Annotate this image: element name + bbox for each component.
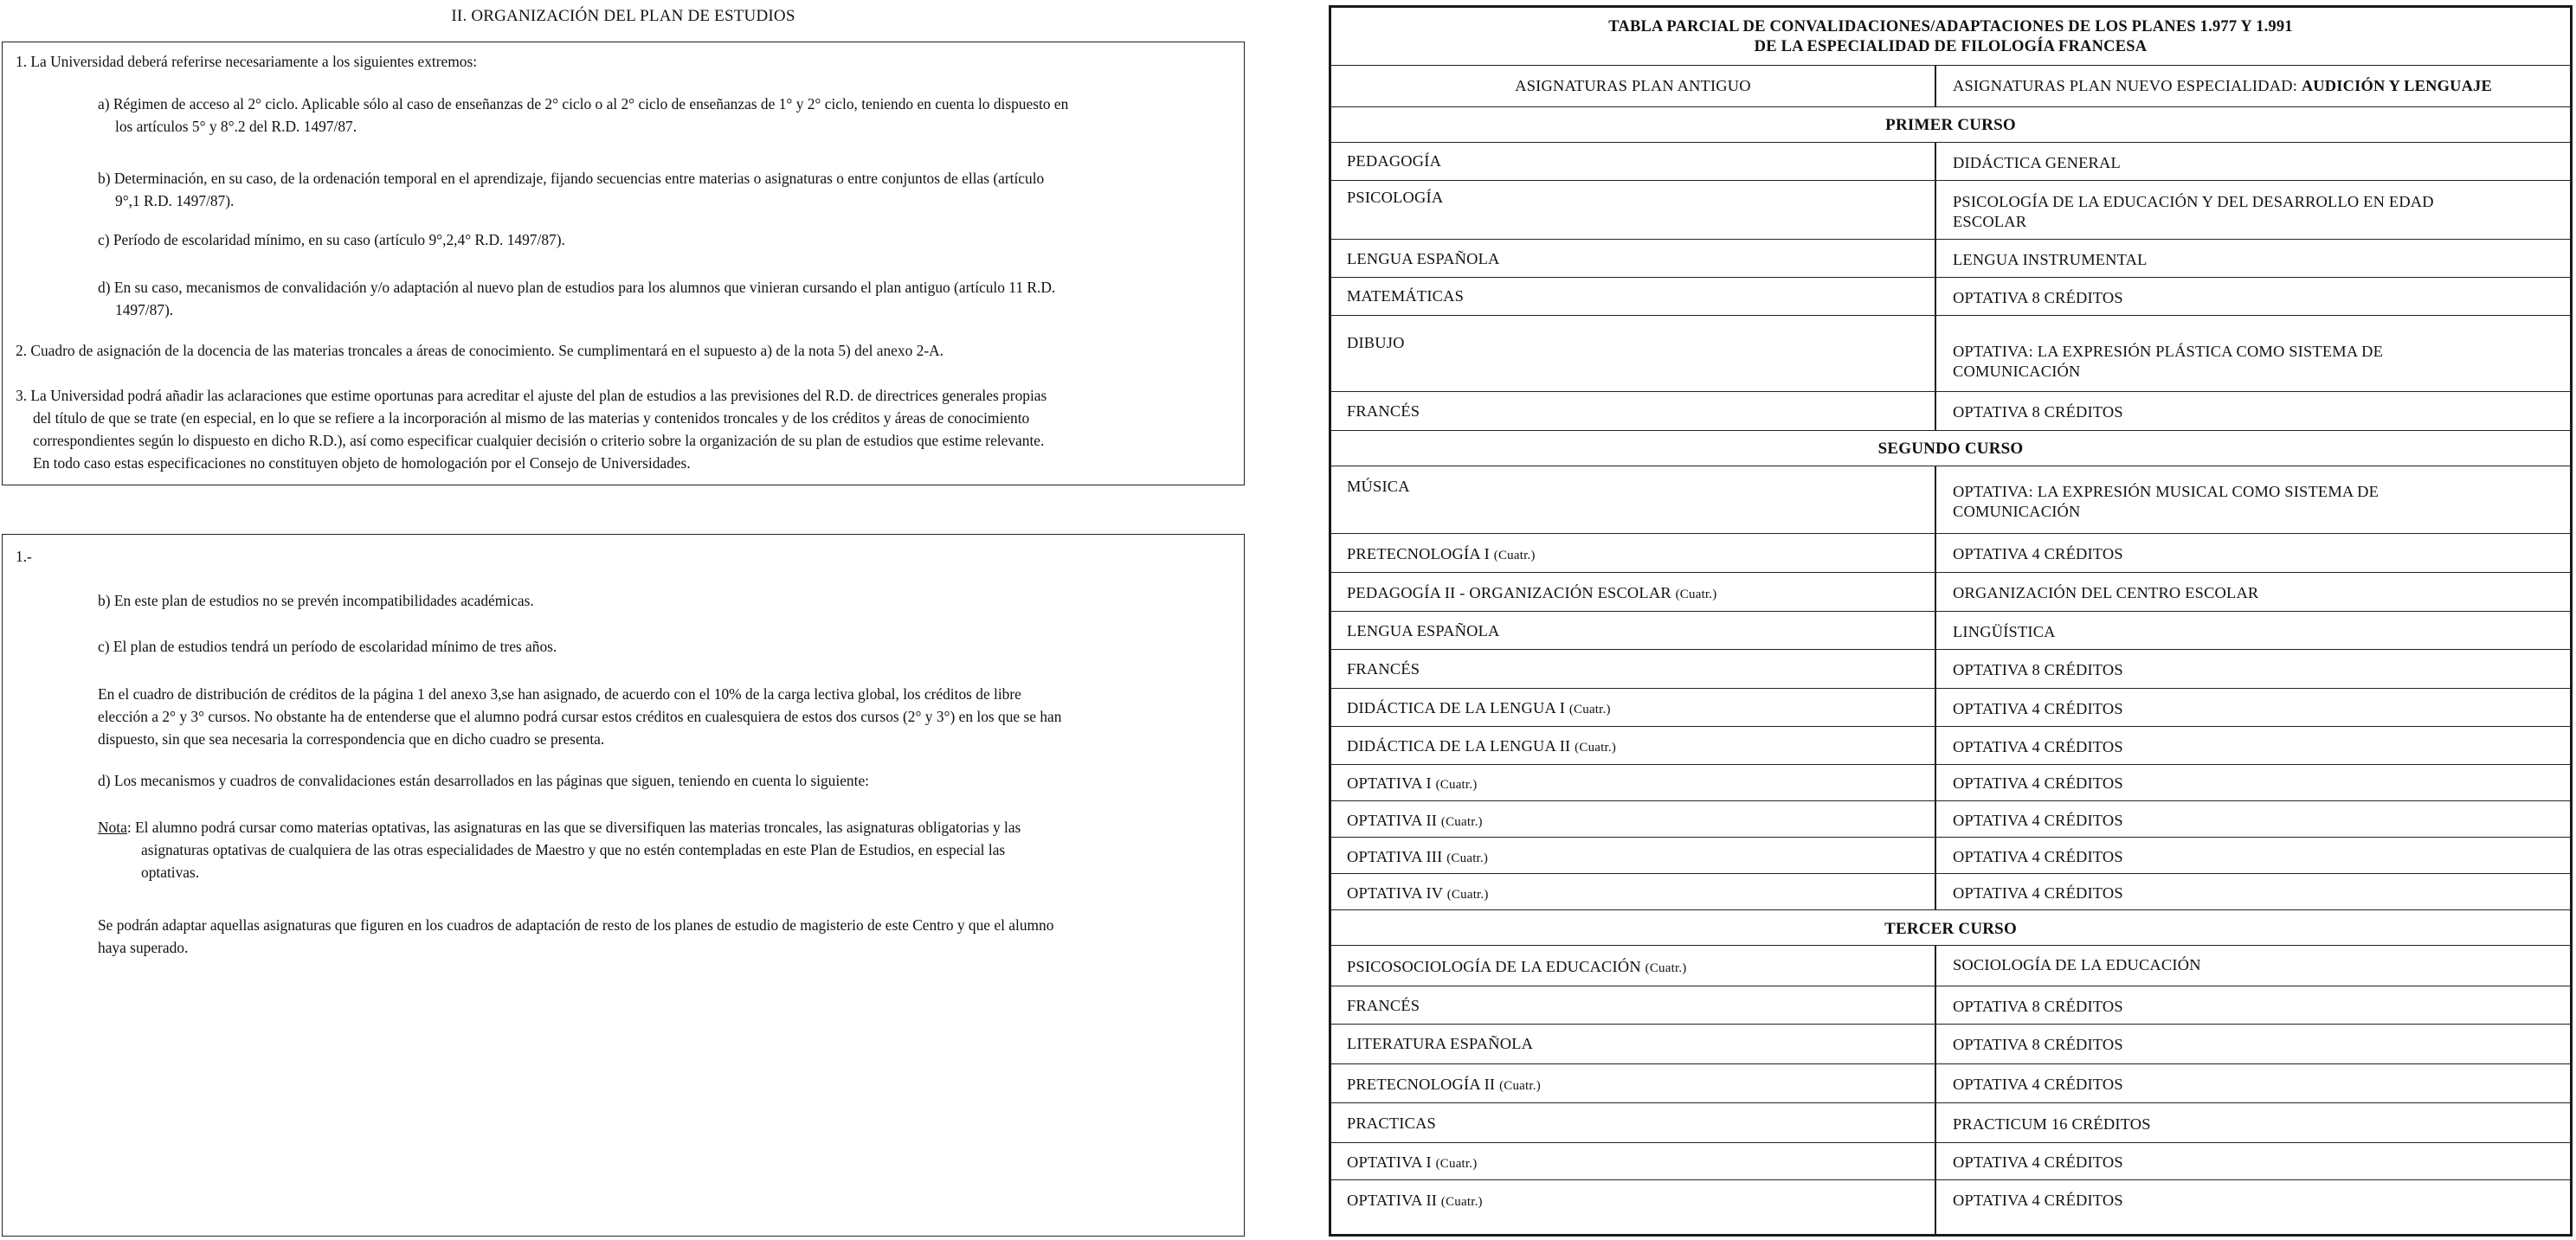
table-row: OPTATIVA I (Cuatr.) OPTATIVA 4 CRÉDITOS <box>1331 1143 2570 1180</box>
table-row: OPTATIVA II (Cuatr.) OPTATIVA 4 CRÉDITOS <box>1331 801 2570 838</box>
notes-box <box>2 534 1245 1237</box>
item-1: 1. La Universidad deberá referirse necesariamente a los siguientes extremos: <box>16 53 478 70</box>
table-row: PEDAGOGÍA DIDÁCTICA GENERAL <box>1331 143 2570 181</box>
table-row: PRETECNOLOGÍA I (Cuatr.) OPTATIVA 4 CRÉDITOS <box>1331 534 2570 573</box>
col-header-old: ASIGNATURAS PLAN ANTIGUO <box>1515 77 1751 94</box>
item-b: b) Determinación, en su caso, de la ordenación temporal en el aprendizaje, fijando secuencias entre materias o asignaturas o entre conjuntos de ellas (artículo 9°,1 R.D. 1497/87). <box>98 170 1045 209</box>
table-row: OPTATIVA IV (Cuatr.) OPTATIVA 4 CRÉDITOS <box>1331 874 2570 910</box>
table-row: DIBUJO OPTATIVA: LA EXPRESIÓN PLÁSTICA COMO SISTEMA DE COMUNICACIÓN <box>1331 316 2570 392</box>
section-header: TERCER CURSO <box>1331 910 2570 946</box>
section-header: SEGUNDO CURSO <box>1331 431 2570 466</box>
table-row: PRETECNOLOGÍA II (Cuatr.) OPTATIVA 4 CRÉDITOS <box>1331 1064 2570 1103</box>
table-row: LENGUA ESPAÑOLA LENGUA INSTRUMENTAL <box>1331 240 2570 278</box>
table-row: PEDAGOGÍA II - ORGANIZACIÓN ESCOLAR (Cuatr.) ORGANIZACIÓN DEL CENTRO ESCOLAR <box>1331 573 2570 612</box>
table-row: MÚSICA OPTATIVA: LA EXPRESIÓN MUSICAL COMO SISTEMA DE COMUNICACIÓN <box>1331 466 2570 534</box>
table-row: FRANCÉS OPTATIVA 8 CRÉDITOS <box>1331 392 2570 431</box>
note-d: d) Los mecanismos y cuadros de convalidaciones están desarrollados en las páginas que siguen, teniendo en cuenta lo siguiente: <box>98 772 870 789</box>
table-row: PSICOSOCIOLOGÍA DE LA EDUCACIÓN (Cuatr.) SOCIOLOGÍA DE LA EDUCACIÓN <box>1331 946 2570 986</box>
section-header: PRIMER CURSO <box>1331 107 2570 143</box>
table-row: DIDÁCTICA DE LA LENGUA II (Cuatr.) OPTATIVA 4 CRÉDITOS <box>1331 727 2570 765</box>
nota-label: Nota <box>98 819 127 836</box>
item-a: a) Régimen de acceso al 2° ciclo. Aplicable sólo al caso de enseñanzas de 2° ciclo o al 2° ciclo de enseñanzas de 1° y 2° ciclo, teniendo en cuenta lo dispuesto en los artículos 5° y 8°.2 del R.D. 1497/87. <box>98 95 1069 135</box>
table-row: OPTATIVA III (Cuatr.) OPTATIVA 4 CRÉDITOS <box>1331 838 2570 874</box>
item-2: 2. Cuadro de asignación de la docencia de las materias troncales a áreas de conocimiento. Se cumplimentará en el supuesto a) de la nota 5) del anexo 2-A. <box>16 342 944 359</box>
table-row: LENGUA ESPAÑOLA LINGÜÍSTICA <box>1331 612 2570 650</box>
table-title: TABLA PARCIAL DE CONVALIDACIONES/ADAPTACIONES DE LOS PLANES 1.977 Y 1.991 DE LA ESPECIALIDAD DE FILOLOGÍA FRANCESA <box>1331 8 2570 66</box>
item-3: 3. La Universidad podrá añadir las aclaraciones que estime oportunas para acreditar el ajuste del plan de estudios a las previsiones del R.D. de directrices generales propias del título de que se trate (en especial, en lo que se refiere a la incorporación al mismo de las materias y contenidos troncales y de los créditos y áreas de conocimiento correspondientes según lo dispuesto en dicho R.D.), así como especificar cualquier decisión o criterio sobre la organización de su plan de estudios que estime relevante. En todo caso estas especificaciones no constituyen objeto de homologación por el Consejo de Universidades. <box>16 387 1047 472</box>
note-number: 1.- <box>16 548 32 565</box>
table-row: FRANCÉS OPTATIVA 8 CRÉDITOS <box>1331 650 2570 689</box>
table-row: OPTATIVA II (Cuatr.) OPTATIVA 4 CRÉDITOS <box>1347 1192 2123 1209</box>
note-adapt: Se podrán adaptar aquellas asignaturas que figuren en los cuadros de adaptación de resto de los planes de estudio de magisterio de este Centro y que el alumno haya superado. <box>98 916 1054 956</box>
item-d: d) En su caso, mecanismos de convalidación y/o adaptación al nuevo plan de estudios para los alumnos que vinieran cursando el plan antiguo (artículo 11 R.D. 1497/87). <box>98 279 1056 318</box>
table-row: DIDÁCTICA DE LA LENGUA I (Cuatr.) OPTATIVA 4 CRÉDITOS <box>1331 689 2570 727</box>
column-headers <box>1331 66 2570 107</box>
note-b: b) En este plan de estudios no se prevén incompatibilidades académicas. <box>98 592 534 609</box>
item-c: c) Período de escolaridad mínimo, en su caso (artículo 9°,2,4° R.D. 1497/87). <box>98 231 565 248</box>
left-page <box>0 0 1246 1240</box>
table-row: MATEMÁTICAS OPTATIVA 8 CRÉDITOS <box>1331 278 2570 316</box>
convalidation-table <box>1329 5 2573 1237</box>
table-row: LITERATURA ESPAÑOLA OPTATIVA 8 CRÉDITOS <box>1331 1025 2570 1064</box>
table-row: PSICOLOGÍA PSICOLOGÍA DE LA EDUCACIÓN Y DEL DESARROLLO EN EDAD ESCOLAR <box>1331 181 2570 240</box>
table-row: PRACTICAS PRACTICUM 16 CRÉDITOS <box>1331 1103 2570 1143</box>
table-row: FRANCÉS OPTATIVA 8 CRÉDITOS <box>1331 986 2570 1025</box>
note-credits: En el cuadro de distribución de créditos de la página 1 del anexo 3,se han asignado, de acuerdo con el 10% de la carga lectiva global, los créditos de libre elección a 2° y 3° cursos. No obstante ha de entenderse que el alumno podrá cursar estos créditos en cualesquiera de estos dos cursos (2° y 3°) en los que se han dispuesto, sin que sea necesaria la correspondencia que en dicho cuadro se presenta. <box>98 685 1062 748</box>
col-header-new: ASIGNATURAS PLAN NUEVO ESPECIALIDAD: AUDICIÓN Y LENGUAJE <box>1953 77 2492 94</box>
note-c: c) El plan de estudios tendrá un período de escolaridad mínimo de tres años. <box>98 638 557 655</box>
instructions-box <box>2 42 1245 485</box>
page-title: II. ORGANIZACIÓN DEL PLAN DE ESTUDIOS <box>451 7 795 25</box>
table-row: OPTATIVA I (Cuatr.) OPTATIVA 4 CRÉDITOS <box>1331 765 2570 801</box>
note-nota: Nota: El alumno podrá cursar como materias optativas, las asignaturas en las que se diversifiquen las materias troncales, las asignaturas obligatorias y las asignaturas optativas de cualquiera de las otras especialidades de Maestro y que no estén contempladas en este Plan de Estudios, en especial las optativas. <box>98 819 1021 881</box>
